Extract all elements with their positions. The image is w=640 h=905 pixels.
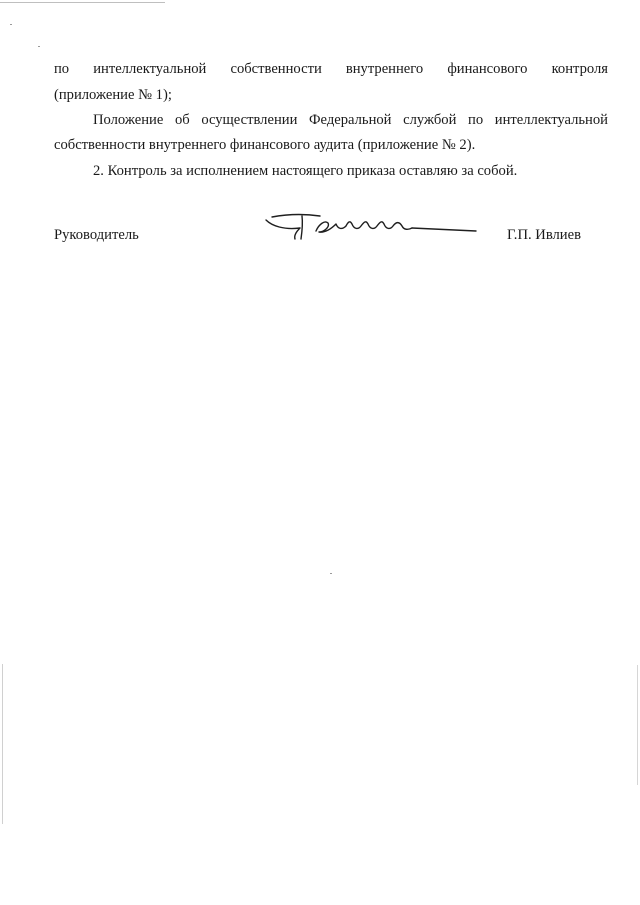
scan-artifact-dot: [330, 573, 332, 574]
signatory-role: Руководитель: [54, 227, 139, 243]
signatory-name: Г.П. Ивлиев: [507, 227, 581, 243]
word: по: [54, 61, 70, 77]
para1-line2: (приложение № 1);: [54, 87, 172, 103]
para2-line1: [93, 112, 608, 129]
word: по: [468, 112, 484, 128]
para1-line1: [54, 61, 608, 78]
scan-artifact-right-edge: [637, 665, 638, 785]
word: внутреннего: [345, 61, 424, 77]
para3-line1: 2. Контроль за исполнением настоящего приказа оставляю за собой.: [93, 163, 518, 179]
word: осуществлении: [201, 112, 298, 128]
scan-artifact-top-line: [0, 2, 165, 3]
word: собственности: [230, 61, 322, 77]
word: Положение: [93, 112, 164, 128]
word: интеллектуальной: [494, 112, 608, 128]
word: об: [174, 112, 190, 128]
handwritten-signature: [262, 206, 480, 246]
scan-artifact-left-edge: [2, 664, 3, 824]
word: контроля: [551, 61, 608, 77]
scan-artifact-dot: [38, 46, 40, 47]
para2-line2: собственности внутреннего финансового аудита (приложение № 2).: [54, 137, 476, 153]
word: Федеральной: [309, 112, 392, 128]
scan-artifact-dot: [10, 24, 12, 25]
word: службой: [403, 112, 457, 128]
word: интеллектуальной: [93, 61, 207, 77]
word: финансового: [447, 61, 528, 77]
